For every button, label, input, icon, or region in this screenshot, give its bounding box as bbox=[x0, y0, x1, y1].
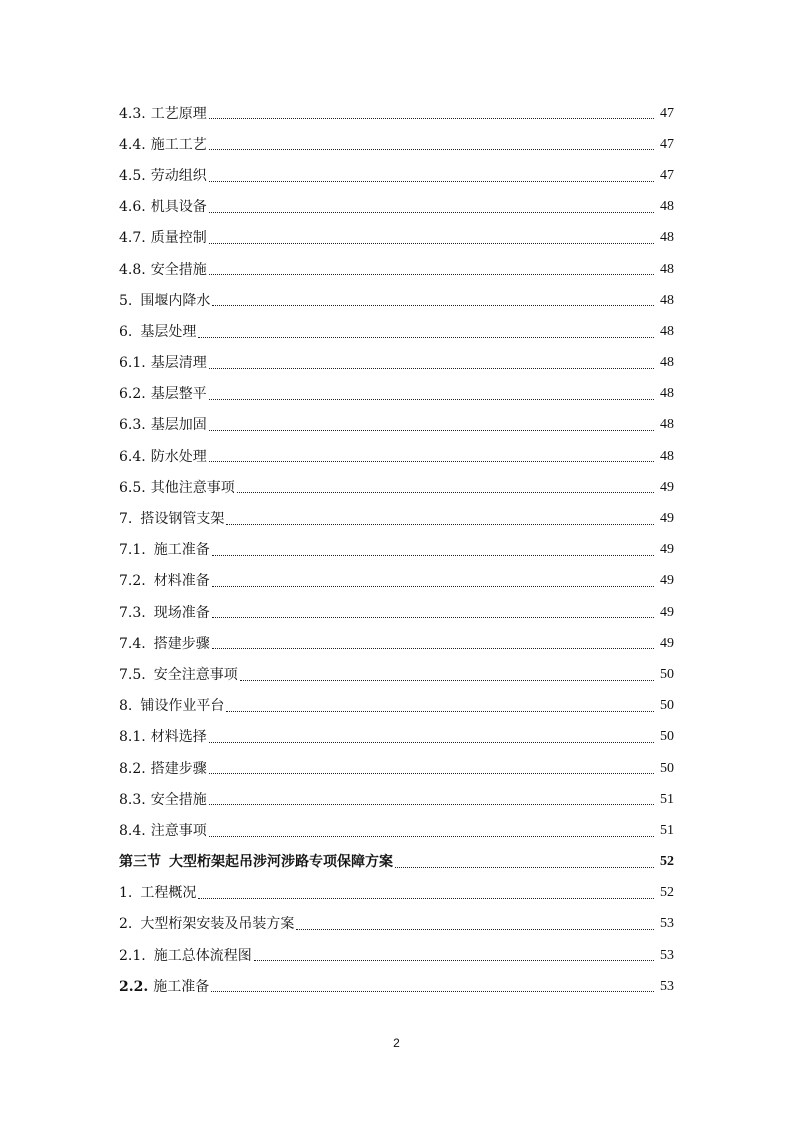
page-number: 2 bbox=[393, 1036, 400, 1050]
toc-entry-title: 基层处理 bbox=[140, 323, 197, 340]
dot-leader bbox=[209, 430, 654, 431]
toc-entry-title: 大型桁架安装及吊装方案 bbox=[140, 916, 295, 933]
toc-entry-2[interactable] bbox=[119, 909, 674, 940]
dot-leader bbox=[198, 898, 654, 899]
toc-entry-number: 4.6. bbox=[119, 199, 146, 216]
toc-entry-number: 8.3. bbox=[119, 791, 146, 808]
dot-leader bbox=[209, 804, 654, 805]
toc-entry-page: 49 bbox=[660, 511, 674, 527]
toc-entry-number: 6.2. bbox=[119, 386, 146, 403]
dot-leader bbox=[226, 711, 654, 712]
toc-entry-number: 6. bbox=[119, 323, 133, 340]
toc-entry-title: 安全措施 bbox=[150, 791, 207, 808]
toc-entry-8-4[interactable] bbox=[119, 815, 674, 846]
dot-leader bbox=[209, 368, 654, 369]
toc-entry-page: 49 bbox=[660, 542, 674, 558]
dot-leader bbox=[212, 555, 654, 556]
toc-entry-title: 工程概况 bbox=[140, 885, 197, 902]
toc-entry-2-2[interactable] bbox=[119, 971, 674, 1002]
toc-entry-4-7[interactable] bbox=[119, 223, 674, 254]
toc-entry-title: 铺设作业平台 bbox=[140, 698, 225, 715]
toc-entry-page: 51 bbox=[660, 791, 674, 807]
toc-entry-4-3[interactable] bbox=[119, 98, 674, 129]
toc-entry-7-2[interactable] bbox=[119, 566, 674, 597]
toc-entry-4-5[interactable] bbox=[119, 160, 674, 191]
toc-entry-6[interactable] bbox=[119, 316, 674, 347]
toc-entry-number: 4.7. bbox=[119, 230, 146, 247]
toc-entry-page: 50 bbox=[660, 760, 674, 776]
toc-entry-page: 48 bbox=[660, 230, 674, 246]
toc-entry-page: 50 bbox=[660, 698, 674, 714]
toc-entry-title: 劳动组织 bbox=[150, 167, 207, 184]
toc-entry-number: 7.2. bbox=[119, 573, 146, 590]
toc-entry-6-5[interactable] bbox=[119, 472, 674, 503]
toc-entry-title: 围堰内降水 bbox=[140, 292, 211, 309]
toc-entry-7-5[interactable] bbox=[119, 659, 674, 690]
toc-entry-page: 53 bbox=[660, 947, 674, 963]
toc-entry-number: 4.4. bbox=[119, 136, 146, 153]
toc-entry-6-1[interactable] bbox=[119, 348, 674, 379]
toc-entry-page: 52 bbox=[660, 885, 674, 901]
dot-leader bbox=[209, 181, 654, 182]
toc-entry-title: 安全措施 bbox=[150, 261, 207, 278]
toc-entry-8-2[interactable] bbox=[119, 753, 674, 784]
dot-leader bbox=[212, 586, 654, 587]
toc-entry-title: 基层加固 bbox=[150, 417, 207, 434]
toc-entry-page: 50 bbox=[660, 729, 674, 745]
toc-entry-page: 50 bbox=[660, 666, 674, 682]
toc-entry-4-4[interactable] bbox=[119, 129, 674, 160]
toc-entry-number: 4.5. bbox=[119, 167, 146, 184]
toc-entry-title: 安全注意事项 bbox=[153, 666, 238, 683]
toc-entry-page: 51 bbox=[660, 822, 674, 838]
toc-entry-title: 施工工艺 bbox=[150, 136, 207, 153]
dot-leader bbox=[209, 243, 654, 244]
toc-entry-8-1[interactable] bbox=[119, 722, 674, 753]
toc-entry-page: 48 bbox=[660, 355, 674, 371]
toc-entry-number: 8. bbox=[119, 698, 133, 715]
dot-leader bbox=[209, 773, 654, 774]
toc-entry-number: 1. bbox=[119, 885, 133, 902]
toc-entry-page: 47 bbox=[660, 105, 674, 121]
toc-entry-number: 6.1. bbox=[119, 355, 146, 372]
toc-entry-page: 48 bbox=[660, 323, 674, 339]
toc-entry-number: 7.5. bbox=[119, 666, 146, 683]
toc-entry-title: 施工总体流程图 bbox=[153, 947, 252, 964]
toc-entry-title: 现场准备 bbox=[153, 604, 210, 621]
toc-entry-title: 施工准备 bbox=[153, 542, 210, 559]
toc-entry-number: 6.5. bbox=[119, 479, 146, 496]
toc-entry-7-1[interactable] bbox=[119, 535, 674, 566]
toc-entry-page: 48 bbox=[660, 386, 674, 402]
toc-entry-6-2[interactable] bbox=[119, 379, 674, 410]
toc-entry-number: 7.4. bbox=[119, 635, 146, 652]
dot-leader bbox=[226, 524, 654, 525]
toc-entry-page: 48 bbox=[660, 448, 674, 464]
toc-entry-number: 2. bbox=[119, 916, 133, 933]
toc-entry-7-3[interactable] bbox=[119, 597, 674, 628]
dot-leader bbox=[209, 742, 654, 743]
toc-entry-6-3[interactable] bbox=[119, 410, 674, 441]
toc-entry-number: 8.2. bbox=[119, 760, 146, 777]
dot-leader bbox=[240, 680, 654, 681]
dot-leader bbox=[198, 337, 654, 338]
toc-entry-title: 施工准备 bbox=[153, 978, 210, 995]
dot-leader bbox=[209, 461, 654, 462]
toc-entry-title: 工艺原理 bbox=[150, 105, 207, 122]
dot-leader bbox=[209, 836, 654, 837]
toc-entry-5[interactable] bbox=[119, 285, 674, 316]
toc-entry-page: 48 bbox=[660, 199, 674, 215]
toc-entry-4-8[interactable] bbox=[119, 254, 674, 285]
table-of-contents bbox=[119, 98, 674, 1002]
toc-entry-title: 搭建步骤 bbox=[150, 760, 207, 777]
toc-entry-6-4[interactable] bbox=[119, 441, 674, 472]
dot-leader bbox=[212, 305, 654, 306]
dot-leader bbox=[209, 118, 654, 119]
dot-leader bbox=[209, 274, 654, 275]
toc-entry-number: 2.2. bbox=[119, 978, 149, 995]
toc-entry-page: 47 bbox=[660, 167, 674, 183]
toc-entry-number: 6.3. bbox=[119, 417, 146, 434]
toc-entry-title: 防水处理 bbox=[150, 448, 207, 465]
dot-leader bbox=[296, 929, 654, 930]
toc-entry-number: 6.4. bbox=[119, 448, 146, 465]
dot-leader bbox=[209, 149, 654, 150]
toc-entry-title: 搭建步骤 bbox=[153, 635, 210, 652]
toc-entry-title: 机具设备 bbox=[150, 199, 207, 216]
toc-entry-section-3[interactable] bbox=[119, 847, 674, 878]
toc-entry-4-6[interactable] bbox=[119, 192, 674, 223]
dot-leader bbox=[209, 399, 654, 400]
toc-entry-number: 4.8. bbox=[119, 261, 146, 278]
toc-entry-page: 48 bbox=[660, 417, 674, 433]
toc-entry-title: 注意事项 bbox=[150, 822, 207, 839]
dot-leader bbox=[209, 212, 654, 213]
toc-entry-page: 49 bbox=[660, 604, 674, 620]
toc-entry-title: 基层整平 bbox=[150, 386, 207, 403]
toc-entry-page: 53 bbox=[660, 916, 674, 932]
toc-entry-title: 质量控制 bbox=[150, 230, 207, 247]
toc-entry-title: 材料选择 bbox=[150, 729, 207, 746]
toc-entry-page: 48 bbox=[660, 292, 674, 308]
dot-leader bbox=[395, 867, 654, 868]
toc-entry-number: 第三节 bbox=[119, 854, 161, 871]
dot-leader bbox=[237, 492, 654, 493]
toc-entry-number: 5. bbox=[119, 292, 133, 309]
toc-entry-2-1[interactable] bbox=[119, 940, 674, 971]
toc-entry-number: 7.3. bbox=[119, 604, 146, 621]
dot-leader bbox=[212, 617, 654, 618]
toc-entry-7-4[interactable] bbox=[119, 628, 674, 659]
toc-entry-page: 49 bbox=[660, 479, 674, 495]
dot-leader bbox=[254, 960, 654, 961]
toc-entry-7[interactable] bbox=[119, 503, 674, 534]
toc-entry-title: 基层清理 bbox=[150, 355, 207, 372]
toc-entry-page: 52 bbox=[660, 854, 674, 870]
toc-entry-page: 53 bbox=[660, 978, 674, 994]
toc-entry-number: 4.3. bbox=[119, 105, 146, 122]
toc-entry-page: 48 bbox=[660, 261, 674, 277]
toc-entry-8[interactable] bbox=[119, 691, 674, 722]
toc-entry-number: 7.1. bbox=[119, 542, 146, 559]
toc-entry-title: 其他注意事项 bbox=[150, 479, 235, 496]
toc-entry-1[interactable] bbox=[119, 878, 674, 909]
toc-entry-8-3[interactable] bbox=[119, 784, 674, 815]
toc-entry-number: 2.1. bbox=[119, 947, 146, 964]
toc-entry-number: 8.1. bbox=[119, 729, 146, 746]
toc-entry-page: 49 bbox=[660, 573, 674, 589]
dot-leader bbox=[212, 648, 654, 649]
dot-leader bbox=[211, 991, 654, 992]
toc-entry-number: 8.4. bbox=[119, 822, 146, 839]
toc-entry-title: 大型桁架起吊涉河涉路专项保障方案 bbox=[169, 854, 393, 871]
toc-entry-page: 49 bbox=[660, 635, 674, 651]
toc-entry-title: 搭设钢管支架 bbox=[140, 511, 225, 528]
toc-entry-number: 7. bbox=[119, 511, 133, 528]
toc-entry-title: 材料准备 bbox=[153, 573, 210, 590]
toc-entry-page: 47 bbox=[660, 136, 674, 152]
